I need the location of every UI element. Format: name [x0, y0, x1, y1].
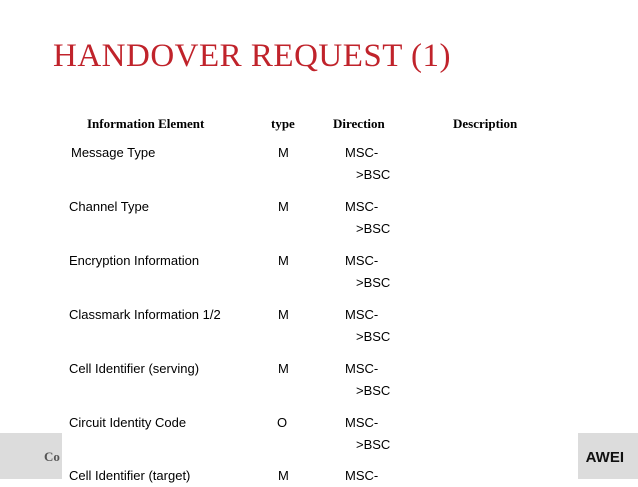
row-direction-line2: >BSC — [356, 383, 391, 398]
row-element: Cell Identifier (target) — [69, 468, 191, 483]
row-element: Classmark Information 1/2 — [69, 307, 221, 322]
row-direction-line1: MSC- — [345, 199, 379, 214]
header-direction: Direction — [333, 116, 385, 131]
row-element: Encryption Information — [69, 253, 200, 268]
header-type: type — [271, 116, 295, 131]
row-direction-line2: >BSC — [356, 275, 391, 290]
footer-copyright-text: Co — [44, 449, 60, 464]
header-description: Description — [453, 116, 518, 131]
row-type: M — [278, 145, 289, 160]
row-direction-line2: >BSC — [356, 329, 391, 344]
footer-logo-text: AWEI — [585, 449, 624, 466]
row-type: O — [277, 415, 288, 430]
row-type: M — [278, 307, 289, 322]
row-type: M — [278, 199, 289, 214]
row-element: Circuit Identity Code — [69, 415, 187, 430]
header-information-element: Information Element — [87, 116, 205, 131]
row-element: Message Type — [71, 145, 156, 160]
row-element: Cell Identifier (serving) — [69, 361, 200, 376]
row-type: M — [278, 468, 289, 483]
row-direction-line2: >BSC — [356, 437, 391, 452]
row-element: Channel Type — [69, 199, 149, 214]
row-direction — [345, 304, 390, 348]
row-direction-line1: MSC- — [345, 253, 379, 268]
row-direction-line1: MSC- — [345, 415, 379, 430]
row-direction-line1: MSC- — [345, 468, 379, 483]
row-direction-line2: >BSC — [356, 167, 391, 182]
row-direction — [345, 250, 390, 294]
row-direction — [345, 196, 390, 240]
row-type: M — [278, 253, 289, 268]
row-direction-line2: >BSC — [356, 221, 391, 236]
row-direction-line1: MSC- — [345, 361, 379, 376]
row-direction — [345, 465, 378, 487]
row-direction-line1: MSC- — [345, 145, 379, 160]
row-direction-line1: MSC- — [345, 307, 379, 322]
row-direction — [345, 412, 390, 456]
row-type: M — [278, 361, 289, 376]
row-direction — [345, 358, 390, 402]
row-direction — [345, 142, 390, 186]
slide-title: HANDOVER REQUEST (1) — [53, 38, 452, 74]
